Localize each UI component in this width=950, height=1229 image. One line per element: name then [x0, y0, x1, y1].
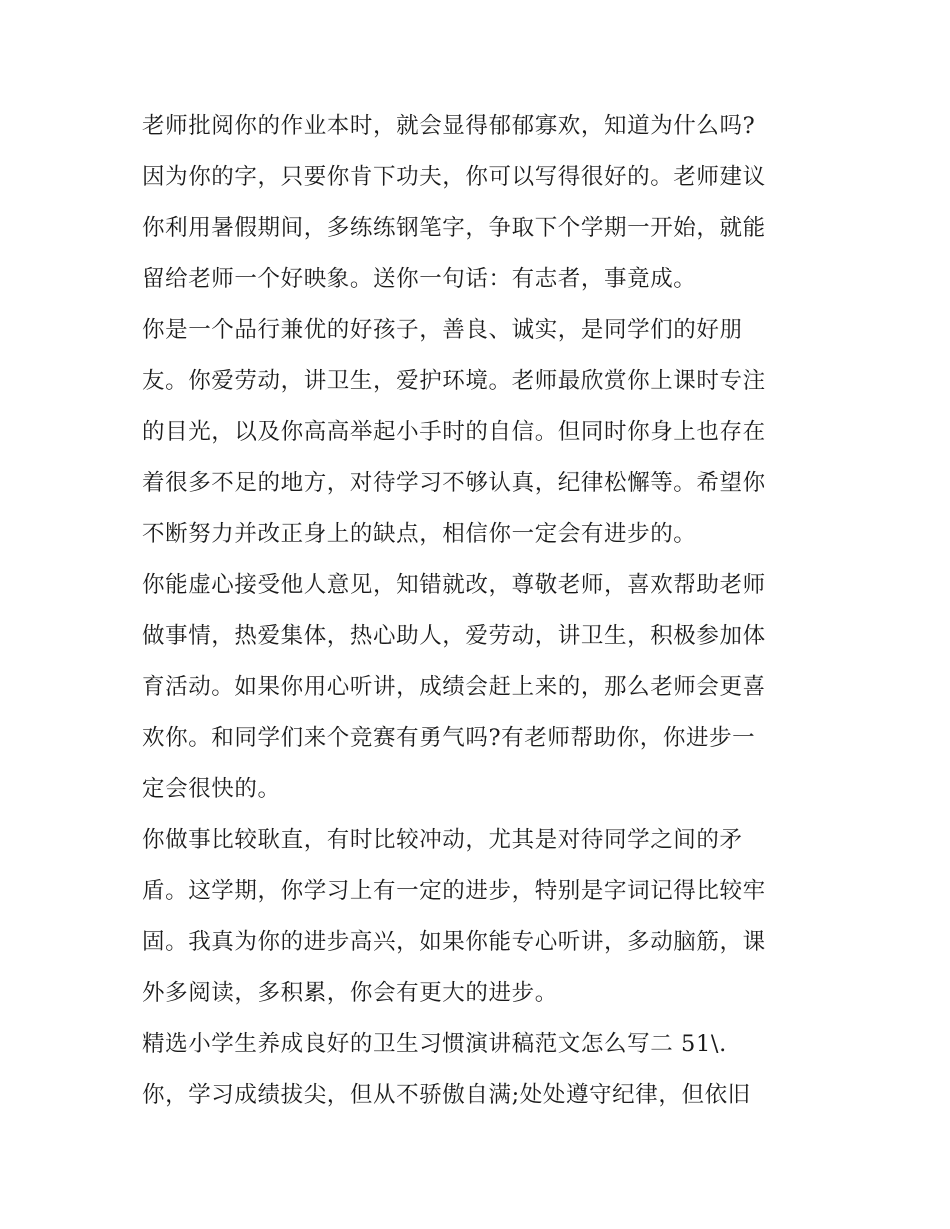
text-line: 你是一个品行兼优的好孩子，善良、诚实，是同学们的好朋 — [142, 317, 743, 343]
text-line: 你，学习成绩拔尖，但从不骄傲自满;处处遵守纪律，但依旧 — [142, 1082, 751, 1108]
text-line: 的目光，以及你高高举起小手时的自信。但同时你身上也存在 — [142, 419, 766, 445]
text-line: 不断努力并改正身上的缺点，相信你一定会有进步的。 — [142, 521, 697, 547]
text-line: 育活动。如果你用心听讲，成绩会赶上来的，那么老师会更喜 — [142, 674, 766, 700]
section-heading-line: 精选小学生养成良好的卫生习惯演讲稿范文怎么写二 51\. — [142, 1031, 727, 1057]
text-line: 你利用暑假期间，多练练钢笔字，争取下个学期一开始，就能 — [142, 215, 766, 241]
document-body — [142, 101, 822, 1121]
text-line: 留给老师一个好映象。送你一句话：有志者，事竟成。 — [142, 266, 697, 292]
text-line: 盾。这学期，你学习上有一定的进步，特别是字词记得比较牢 — [142, 878, 766, 904]
text-line: 外多阅读，多积累，你会有更大的进步。 — [142, 980, 558, 1006]
text-line: 定会很快的。 — [142, 776, 281, 802]
text-line: 做事情，热爱集体，热心助人，爱劳动，讲卫生，积极参加体 — [142, 623, 766, 649]
text-line: 老师批阅你的作业本时，就会显得郁郁寡欢，知道为什么吗? — [142, 113, 756, 139]
text-line: 因为你的字，只要你肯下功夫，你可以写得很好的。老师建议 — [142, 164, 766, 190]
text-line: 欢你。和同学们来个竞赛有勇气吗?有老师帮助你，你进步一 — [142, 725, 756, 751]
text-line: 固。我真为你的进步高兴，如果你能专心听讲，多动脑筋，课 — [142, 929, 766, 955]
text-line: 你做事比较耿直，有时比较冲动，尤其是对待同学之间的矛 — [142, 827, 743, 853]
text-line: 友。你爱劳动，讲卫生，爱护环境。老师最欣赏你上课时专注 — [142, 368, 766, 394]
text-line: 着很多不足的地方，对待学习不够认真，纪律松懈等。希望你 — [142, 470, 766, 496]
text-line: 你能虚心接受他人意见，知错就改，尊敬老师，喜欢帮助老师 — [142, 572, 766, 598]
